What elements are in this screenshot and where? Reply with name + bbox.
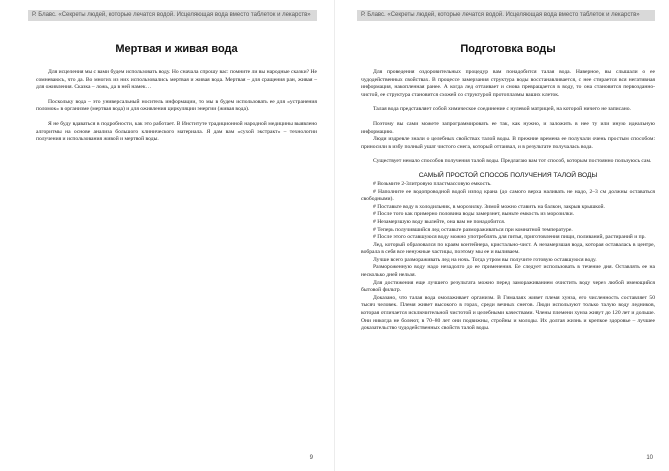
step-item: # После того как примерно половина воды замерзнет, выньте емкость из морозилки.: [373, 211, 574, 218]
step-item: # После этого оставшуюся воду можно употреблять для питья, приготовления пищи, поливаний, растираний и пр.: [373, 234, 646, 241]
step-item: # Теперь получившийся лед оставьте размораживаться при комнатной температуре.: [373, 226, 573, 233]
step-item: # Наполните ее водопроводной водой изпод крана (до самого верха наливать не надо, 2–3 см должны оставаться свободными).: [361, 188, 655, 203]
step-item: # Поставьте воду в холодильник, в морозилку. Зимой можно ставить на балкон, закрыв крышкой.: [373, 203, 605, 210]
step-item: # Возьмите 2-3литровую пластмассовую емкость.: [373, 180, 492, 187]
right-paragraph: Поэтому вы сами можете запрограммировать ее так, как нужно, и заложить в нее ту или иную идеальную информацию.: [361, 120, 655, 135]
step-item: Размороженную воду надо незадолго до ее применения. Ее следует использовать в течение дня. Оставлять ее на несколько дней нельзя.: [361, 264, 655, 279]
step-item: Для достижения еще лучшего результата можно перед замораживанием очистить воду через любой имеющийся бытовой фильтр.: [361, 279, 655, 294]
left-paragraph: Для исцеления мы с вами будем использовать воду. Но сначала спрошу вас: помните ли вы народные сказки? Не сомневаюсь, что да. Во многих из них использовались мертвая и живая вода. Мертвая – для сращения ран, живая – для оживления. Сказка – ложь, да в ней намек…: [36, 69, 317, 91]
step-item: Лучше всего размораживать лед на ночь. Тогда утром вы получите готовую оставшуюся воду.: [373, 256, 597, 263]
page-number: 9: [309, 455, 313, 461]
right-paragraph: Доказано, что талая вода омолаживает организм. В Гималаях живет племя хунза, его численность составляет 50 тысяч человек. Племя живет высокого в горах, среди вечных снегов. Люди используют только талую воду ледников, которая отличается исключительной чистотой и целебными качествами. Члены племени хунза живут до 120 лет и дольше. Они никогда не болеют, в 70–80 лет они подвижны, стройны и молоды. Их долгая жизнь и крепкое здоровье – лучшее доказательство чудодейственных свойств талой воды.: [361, 294, 655, 332]
running-header: Р. Блавс. «Секреты людей, которые лечатся водой. Исцеляющая вода вместо таблеток и лекарств»: [28, 10, 317, 21]
left-paragraph: Поскольку вода – это универсальный носитель информации, то мы в будем использовать ее для «устранения поломок» в организме (мертвая вода) и для оживления циркуляции энергии (живая вода).: [36, 98, 317, 113]
right-page-title: Подготовка воды: [460, 43, 556, 55]
right-paragraph: Талая вода представляет собой химическое соединение с нулевой матрицей, на которой ничего не записано.: [373, 106, 631, 113]
page-number: 10: [646, 455, 653, 461]
section-subheading: САМЫЙ ПРОСТОЙ СПОСОБ ПОЛУЧЕНИЯ ТАЛОЙ ВОДЫ: [418, 171, 598, 179]
right-page: [335, 0, 669, 471]
running-header: Р. Блавс. «Секреты людей, которые лечатся водой. Исцеляющая вода вместо таблеток и лекарств»: [357, 10, 655, 21]
step-item: Лед, который образовался по краям контейнера, кристально-чист. А незамерзшая вода, которая оставалась в центре, вобрала в себя все ненужные частицы, поэтому мы ее и выливаем.: [361, 241, 655, 256]
right-paragraph: Люди издревле знали о целебных свойствах талой воды. В прежние времена ее получали очень простым способом: приносили в избу полный ушат чистого снега, который оттаивал, и в результате получалась вода.: [361, 136, 655, 150]
left-page-title: Мертвая и живая вода: [115, 43, 238, 55]
steps-list: [361, 181, 655, 295]
step-item: # Незамерзшую воду вылейте, она вам не понадобится.: [373, 218, 506, 225]
right-paragraph: Для проведения оздоровительных процедур вам понадобится талая вода. Наверное, вы слышали о ее чудодейственных свойствах. В процессе замерзания структура воды восстанавливается, с нее стирается вся негативная информация, накопленная ранее. А когда лед оттаивает и снова превращается в воду, то она становится первозданно-чистой, ее структура становится схожей со структурой протоплазмы ваших клеток.: [361, 69, 655, 98]
right-paragraph: Существует немало способов получения талой воды. Предлагаю вам тот способ, которым постоянно пользуюсь сам.: [373, 158, 652, 165]
left-paragraph: Я не буду вдаваться в подробности, как это работает. В Институте традиционной народной медицины выявлено алгоритмы на основе анализа большого клинического материала. Я дам вам «сухой экстракт» – технологии получения и использования живой и мертвой воды.: [36, 120, 317, 143]
